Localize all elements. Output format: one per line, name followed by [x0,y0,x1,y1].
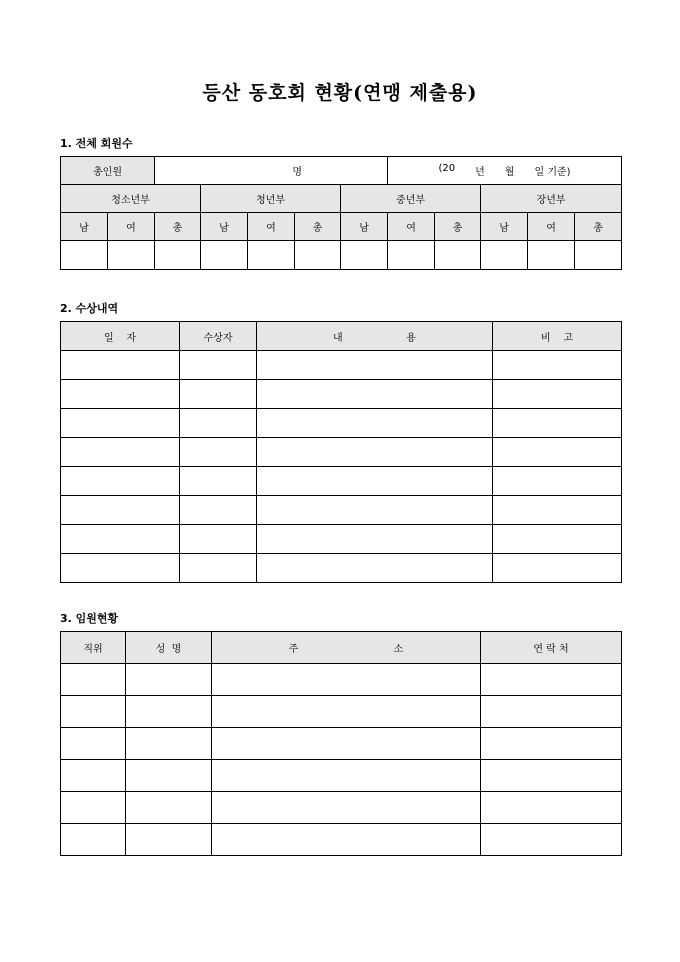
section-heading-officers: 3. 임원현황 [60,612,119,625]
group-youth: 청소년부 [61,185,201,213]
header-awardee: 수상자 [180,322,257,351]
input-cell[interactable] [126,696,212,728]
page-title: 등산 동호회 현황(연맹 제출용) [202,82,478,104]
count-cell[interactable] [575,241,622,270]
header-name: 성 명 [126,632,212,664]
input-cell[interactable] [257,380,493,409]
input-cell[interactable] [61,760,126,792]
col-male: 남 [201,213,248,241]
header-remarks: 비 고 [493,322,622,351]
input-cell[interactable] [257,496,493,525]
count-cell[interactable] [201,241,248,270]
input-cell[interactable] [212,824,481,856]
officer-row [61,760,622,792]
input-cell[interactable] [61,792,126,824]
input-cell[interactable] [180,467,257,496]
input-cell[interactable] [493,380,622,409]
input-cell[interactable] [212,664,481,696]
input-cell[interactable] [257,351,493,380]
input-cell[interactable] [257,467,493,496]
input-cell[interactable] [126,824,212,856]
input-cell[interactable] [61,438,180,467]
col-female: 여 [248,213,295,241]
as-of-year: 년 [475,167,485,178]
count-cell[interactable] [295,241,341,270]
count-cell[interactable] [248,241,295,270]
member-count-row [61,241,622,270]
group-young-adult: 청년부 [201,185,341,213]
col-male: 남 [481,213,528,241]
group-middle-age: 중년부 [341,185,481,213]
section-heading-members: 1. 전체 회원수 [60,137,133,150]
input-cell[interactable] [257,409,493,438]
col-female: 여 [388,213,435,241]
officer-row [61,824,622,856]
col-total: 총 [295,213,341,241]
input-cell[interactable] [126,760,212,792]
input-cell[interactable] [481,760,622,792]
col-female: 여 [108,213,155,241]
input-cell[interactable] [61,728,126,760]
total-label: 총인원 [61,157,155,185]
input-cell[interactable] [493,554,622,583]
count-cell[interactable] [388,241,435,270]
header-address: 주 소 [212,632,481,664]
as-of-month: 월 [504,167,515,178]
total-count-cell[interactable] [155,157,388,185]
input-cell[interactable] [481,664,622,696]
header-date: 일 자 [61,322,180,351]
input-cell[interactable] [126,728,212,760]
input-cell[interactable] [257,554,493,583]
input-cell[interactable] [180,554,257,583]
input-cell[interactable] [493,409,622,438]
as-of-open: (20 [438,163,456,174]
as-of-date-cell[interactable] [388,157,622,185]
count-cell[interactable] [108,241,155,270]
as-of-day: 일 기준) [534,167,571,178]
input-cell[interactable] [61,496,180,525]
input-cell[interactable] [61,380,180,409]
col-total: 총 [435,213,481,241]
input-cell[interactable] [61,696,126,728]
input-cell[interactable] [493,467,622,496]
count-cell[interactable] [61,241,108,270]
input-cell[interactable] [481,696,622,728]
input-cell[interactable] [180,525,257,554]
award-row [61,409,622,438]
award-row [61,554,622,583]
award-row [61,496,622,525]
input-cell[interactable] [212,792,481,824]
input-cell[interactable] [481,792,622,824]
input-cell[interactable] [212,760,481,792]
total-unit: 명 [292,167,303,178]
col-male: 남 [341,213,388,241]
input-cell[interactable] [61,824,126,856]
group-senior: 장년부 [481,185,622,213]
input-cell[interactable] [493,525,622,554]
input-cell[interactable] [493,496,622,525]
award-row [61,380,622,409]
input-cell[interactable] [180,496,257,525]
input-cell[interactable] [212,728,481,760]
input-cell[interactable] [481,824,622,856]
col-total: 총 [575,213,622,241]
awards-table [60,321,622,583]
header-position: 직위 [61,632,126,664]
input-cell[interactable] [61,664,126,696]
count-cell[interactable] [528,241,575,270]
input-cell[interactable] [180,409,257,438]
input-cell[interactable] [61,351,180,380]
award-row [61,438,622,467]
col-male: 남 [61,213,108,241]
count-cell[interactable] [481,241,528,270]
award-row [61,467,622,496]
input-cell[interactable] [61,467,180,496]
input-cell[interactable] [61,409,180,438]
input-cell[interactable] [180,438,257,467]
header-content: 내 용 [257,322,493,351]
col-total: 총 [155,213,201,241]
input-cell[interactable] [257,438,493,467]
header-contact: 연 락 처 [481,632,622,664]
input-cell[interactable] [126,792,212,824]
input-cell[interactable] [61,525,180,554]
officer-row [61,792,622,824]
officer-row [61,664,622,696]
input-cell[interactable] [257,525,493,554]
input-cell[interactable] [180,380,257,409]
award-row [61,351,622,380]
input-cell[interactable] [493,351,622,380]
count-cell[interactable] [155,241,201,270]
officer-row [61,696,622,728]
col-female: 여 [528,213,575,241]
award-row [61,525,622,554]
input-cell[interactable] [180,351,257,380]
count-cell[interactable] [435,241,481,270]
input-cell[interactable] [481,728,622,760]
officer-row [61,728,622,760]
input-cell[interactable] [212,696,481,728]
input-cell[interactable] [493,438,622,467]
officers-table [60,631,622,856]
input-cell[interactable] [126,664,212,696]
count-cell[interactable] [341,241,388,270]
input-cell[interactable] [61,554,180,583]
section-heading-awards: 2. 수상내역 [60,302,119,315]
members-table [60,156,622,270]
